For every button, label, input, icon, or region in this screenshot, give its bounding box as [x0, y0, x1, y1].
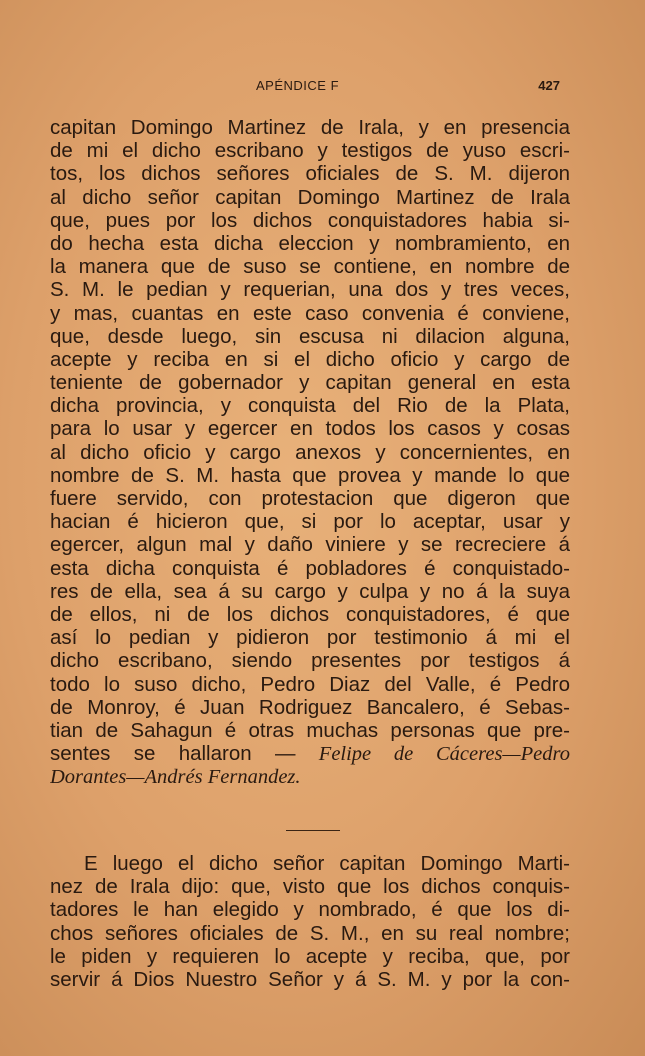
text-line: S. M. le pedian y requerian, una dos y tres veces, [50, 278, 570, 302]
signature-text: Dorantes—Andrés Fernandez. [50, 766, 301, 789]
text-line: de Monroy, é Juan Rodriguez Bancalero, é Sebas- [50, 695, 570, 719]
paragraph-1 [50, 116, 570, 788]
text-line: la manera que de suso se contiene, en nombre de [50, 255, 570, 279]
text-line: al dicho señor capitan Domingo Martinez de Irala [50, 185, 570, 209]
text-line: hacian é hicieron que, si por lo aceptar, usar y [50, 510, 570, 534]
text-line: dicho escribano, siendo presentes por testigos á [50, 649, 570, 673]
text-line: fuere servido, con protestacion que digeron que [50, 487, 570, 510]
paragraph-2 [50, 852, 570, 991]
page-header [50, 78, 570, 98]
text-line: nombre de S. M. hasta que provea y mande lo que [50, 463, 570, 487]
text-line: capitan Domingo Martinez de Irala, y en presencia [50, 116, 570, 139]
text-line: acepte y reciba en si el dicho oficio y cargo de [50, 347, 570, 371]
text-line: le piden y requieren lo acepte y reciba, que, por [50, 944, 570, 968]
text-line: al dicho oficio y cargo anexos y concernientes, en [50, 440, 570, 464]
text-line: que, desde luego, sin escusa ni dilacion alguna, [50, 324, 570, 348]
text-line: así lo pedian y pidieron por testimonio á mi el [50, 626, 570, 650]
page-number: 427 [538, 78, 560, 93]
text-line: y mas, cuantas en este caso convenia é conviene, [50, 301, 570, 325]
text-line: todo lo suso dicho, Pedro Diaz del Valle, é Pedro [50, 672, 570, 696]
text-line: teniente de gobernador y capitan general en esta [50, 371, 570, 395]
text-line: de ellos, ni de los dichos conquistadores, é que [50, 602, 570, 626]
text-line: esta dicha conquista é pobladores é conquistado- [50, 556, 570, 580]
running-head: APÉNDICE F [256, 78, 340, 93]
text-line: de mi el dicho escribano y testigos de yuso escri- [50, 139, 570, 163]
text-line: tian de Sahagun é otras muchas personas que pre- [50, 718, 570, 742]
text-line [50, 765, 570, 788]
text-line: chos señores oficiales de S. M., en su real nombre; [50, 921, 570, 945]
text-line: que, pues por los dichos conquistadores habia si- [50, 208, 570, 232]
text-line: nez de Irala dijo: que, visto que los dichos conquis- [50, 875, 570, 899]
text-line: E luego el dicho señor capitan Domingo Marti- [84, 852, 570, 875]
signature-text: Felipe de Cáceres—Pedro [318, 743, 570, 766]
text-line [50, 742, 570, 765]
text-line: dicha provincia, y conquista del Rio de la Plata, [50, 394, 570, 418]
text-line: servir á Dios Nuestro Señor y á S. M. y por la con- [50, 967, 570, 991]
text-line: para lo usar y egercer en todos los casos y cosas [50, 417, 570, 441]
text-line: do hecha esta dicha eleccion y nombramiento, en [50, 231, 570, 255]
text-line: tos, los dichos señores oficiales de S. M. dijeron [50, 162, 570, 186]
text-line: res de ella, sea á su cargo y culpa y no á la suya [50, 579, 570, 603]
text-fragment: sentes se hallaron — [50, 742, 319, 766]
section-divider [286, 830, 340, 831]
text-line: egercer, algun mal y daño viniere y se recreciere á [50, 533, 570, 557]
text-line: tadores le han elegido y nombrado, é que los di- [50, 898, 570, 922]
